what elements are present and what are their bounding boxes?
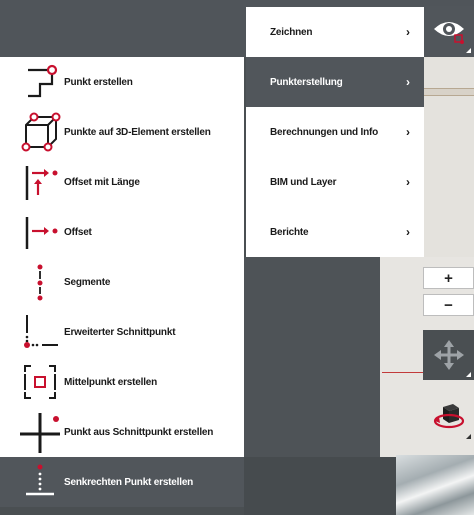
submenu-label: Senkrechten Punkt erstellen: [64, 476, 194, 488]
expand-indicator: [466, 48, 471, 53]
viewport-dark-area: [244, 257, 380, 457]
expand-indicator: [466, 372, 471, 377]
submenu-label: Segmente: [64, 276, 111, 288]
zoom-out-button[interactable]: −: [423, 294, 474, 316]
chevron-right-icon: ›: [406, 225, 410, 239]
submenu-item-punkt-erstellen[interactable]: [0, 57, 244, 107]
submenu-item-offset-laenge[interactable]: [0, 157, 244, 207]
category-item-berichte[interactable]: [246, 207, 424, 257]
offset-with-length-icon: [12, 157, 62, 207]
scene-beam: [424, 88, 474, 96]
chevron-right-icon: ›: [406, 175, 410, 189]
category-item-zeichnen[interactable]: [246, 7, 424, 57]
submenu-item-punkte-3d[interactable]: [0, 107, 244, 157]
category-label: BIM und Layer: [270, 176, 337, 188]
scene-red-line: [382, 372, 426, 373]
category-menu: [246, 7, 424, 257]
zoom-in-button[interactable]: +: [423, 267, 474, 289]
submenu-label: Mittelpunkt erstellen: [64, 376, 158, 388]
eye-icon: [432, 17, 466, 45]
expand-indicator: [466, 434, 471, 439]
midpoint-icon: [12, 357, 62, 407]
category-item-berechnungen[interactable]: [246, 107, 424, 157]
extended-intersection-icon: [12, 307, 62, 357]
chevron-right-icon: ›: [406, 25, 410, 39]
category-label: Zeichnen: [270, 26, 313, 38]
submenu-item-offset[interactable]: [0, 207, 244, 257]
submenu-item-senkrechten-punkt[interactable]: [0, 457, 244, 507]
points-on-3d-element-icon: [12, 107, 62, 157]
orbit-cube-icon: [431, 399, 467, 435]
segments-icon: [12, 257, 62, 307]
viewport-dark-lower: [244, 457, 396, 515]
create-point-icon: [12, 57, 62, 107]
scene-photo-texture: [396, 455, 474, 515]
pan-button[interactable]: [423, 330, 474, 380]
offset-icon: [12, 207, 62, 257]
chevron-right-icon: ›: [406, 125, 410, 139]
submenu-label: Offset: [64, 226, 92, 238]
submenu-item-segmente[interactable]: [0, 257, 244, 307]
submenu-item-mittelpunkt[interactable]: [0, 357, 244, 407]
submenu-item-punkt-aus-schnittpunkt[interactable]: [0, 407, 244, 457]
category-label: Berichte: [270, 226, 309, 238]
submenu-item-erweiterter-schnittpunkt[interactable]: [0, 307, 244, 357]
submenu-label: Offset mit Länge: [64, 176, 140, 188]
submenu-label: Punkte auf 3D-Element erstellen: [64, 126, 211, 138]
submenu-label: Punkt aus Schnittpunkt erstellen: [64, 426, 214, 438]
submenu-label: Erweiterter Schnittpunkt: [64, 326, 176, 338]
pan-arrows-icon: [432, 338, 466, 372]
chevron-right-icon: ›: [406, 75, 410, 89]
view-button[interactable]: [424, 6, 474, 56]
point-from-intersection-icon: [12, 407, 62, 457]
category-item-punkterstellung[interactable]: [246, 57, 424, 107]
category-label: Punkterstellung: [270, 76, 343, 88]
submenu-label: Punkt erstellen: [64, 76, 133, 88]
category-item-bim-layer[interactable]: [246, 157, 424, 207]
perpendicular-point-icon: [12, 457, 62, 507]
point-creation-submenu: [0, 57, 244, 507]
orbit-button[interactable]: [423, 392, 474, 442]
category-label: Berechnungen und Info: [270, 126, 379, 138]
